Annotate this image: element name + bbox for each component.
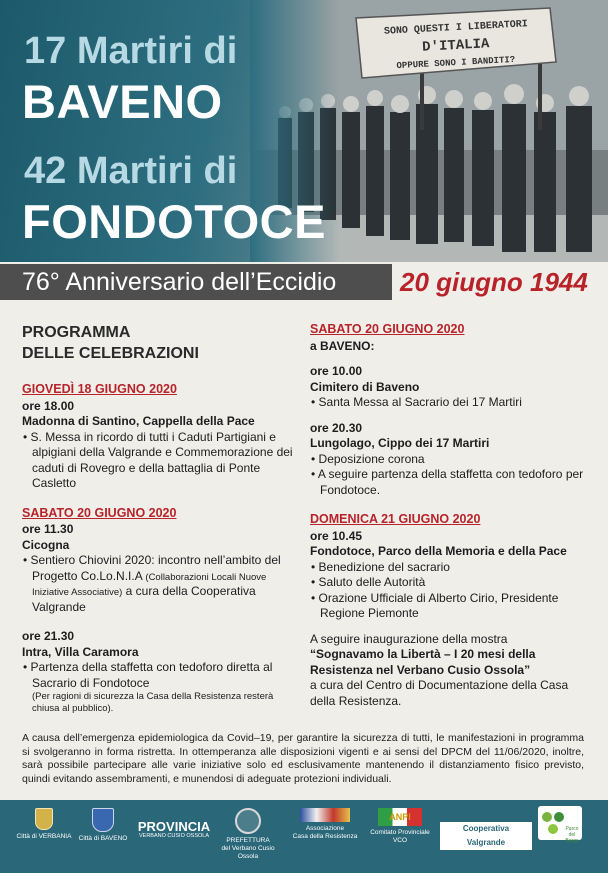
program-right-column (310, 322, 592, 709)
day-heading-saturday: SABATO 20 GIUGNO 2020 (310, 322, 465, 336)
casa-resistenza-flag-icon (300, 808, 350, 822)
exhibit-intro: A seguire inaugurazione della mostra (310, 631, 508, 646)
exhibit-credit: a cura del Centro di Documentazione della Casa della Resistenza. (310, 678, 569, 708)
event-place: Fondotoce, Parco della Memoria e della Pace (310, 544, 567, 558)
event-bullet-text: • Sentiero Chiovini 2020: incontro nell’ambito del Progetto Co.Lo.N.I.A (23, 553, 281, 583)
event-bullet: • Saluto delle Autorità (311, 575, 426, 589)
logo-provincia-sub: VERBANO CUSIO OSSOLA (139, 833, 209, 839)
covid-notice: A causa dell’emergenza epidemiologica da Covid–19, per garantire la sicurezza di tutti, le manifestazioni in programma si svolgeranno in forma ristretta. In ottemperanza alle disposizioni vigenti e ai sensi del DPCM del 11/06/2020, inoltre, sarà possibile partecipare alle varie iniziative solo ed esclusivamente mantenendo il distanziamento fisico previsto, quindi evitando assembramenti, e munendosi di adeguate protezioni individuali. (22, 732, 584, 785)
day-heading-saturday: SABATO 20 GIUGNO 2020 (22, 505, 177, 520)
event-bullet: • Partenza della staffetta con tedoforo diretta al Sacrario di Fondotoce (23, 660, 273, 690)
event-bullet: • S. Messa in ricordo di tutti i Caduti Partigiani e alpigiani della Valgrande e Commemorazione dei caduti di Rovegro e della battaglia di Ponte Casletto (23, 429, 293, 490)
event-time: ore 11.30 (22, 522, 74, 536)
logo-prefettura-label-a: PREFETTURA (226, 837, 270, 844)
title-line-3: 42 Martiri di (24, 150, 238, 192)
event-bullet-text: a cura della Cooperativa Valgrande (32, 584, 256, 614)
logo-parco-label: Parco del Borgo (565, 826, 579, 844)
logo-cooperativa (440, 822, 532, 850)
sponsor-footer (0, 800, 608, 873)
baveno-crest-icon (92, 808, 114, 832)
anpi-flag-icon: ANPI (378, 808, 422, 826)
anniversary-text: 76° Anniversario dell’Eccidio (22, 268, 337, 296)
logo-verbania-label: Città di VERBANIA (16, 833, 72, 840)
program-title (22, 322, 300, 364)
event-time: ore 20.30 (310, 420, 363, 435)
program-left-column (22, 322, 300, 715)
day-heading-sunday: DOMENICA 21 GIUGNO 2020 (310, 512, 481, 526)
title-line-4: FONDOTOCE (22, 195, 326, 248)
day-heading-thursday: GIOVEDÌ 18 GIUGNO 2020 (22, 382, 177, 396)
logo-provincia (134, 820, 214, 840)
title-line-2: BAVENO (22, 75, 223, 128)
logo-baveno-label: Città di BAVENO (78, 835, 128, 842)
event-place: Madonna di Santino, Cappella della Pace (22, 414, 255, 428)
anniversary-date: 20 giugno 1944 (400, 267, 588, 297)
event-time: ore 21.30 (22, 629, 75, 643)
title-line-1: 17 Martiri di (24, 30, 238, 72)
logo-anpi (364, 808, 436, 845)
logo-prefettura-label-b: del Verbano Cusio Ossola (221, 845, 275, 860)
header-banner (0, 0, 608, 262)
event-bullet: • Orazione Ufficiale di Alberto Cirio, Presidente Regione Piemonte (311, 590, 559, 620)
logo-casa-label-b: Casa della Resistenza (292, 833, 358, 840)
event-time: ore 10.45 (310, 528, 363, 543)
anniversary-banner (0, 262, 608, 302)
event-bullet: • Benedizione del sacrario (311, 559, 450, 574)
logo-prefettura (214, 808, 282, 861)
event-bullet: • A seguire partenza della staffetta con tedoforo per Fondotoce. (311, 467, 584, 497)
logo-casa-resistenza (290, 808, 360, 841)
verbania-crest-icon (35, 808, 53, 830)
event-bullet (22, 553, 300, 615)
event-place: Lungolago, Cippo dei 17 Martiri (310, 436, 490, 450)
program-title-2: DELLE CELEBRAZIONI (22, 345, 199, 362)
logo-cooperativa-label: Cooperativa Valgrande (440, 822, 532, 850)
event-time: ore 18.00 (22, 398, 75, 413)
event-place: Cicogna (22, 537, 70, 552)
parco-logo-icon (538, 806, 582, 844)
event-place: Intra, Villa Caramora (22, 644, 139, 659)
event-location: a BAVENO: (310, 338, 375, 353)
logo-baveno (74, 808, 132, 843)
event-place: Cimitero di Baveno (310, 379, 420, 394)
logo-anpi-label: Comitato Provinciale VCO (370, 829, 430, 844)
event-note: (Per ragioni di sicurezza la Casa della Resistenza resterà chiusa al pubblico). (32, 691, 274, 714)
republic-emblem-icon (235, 808, 261, 834)
event-bullet: • Deposizione corona (311, 451, 425, 466)
event-bullet-note: (Collaborazioni Locali Nuove Iniziative Associative) (32, 571, 267, 598)
program-title-1: PROGRAMMA (22, 324, 131, 341)
event-time: ore 10.00 (310, 364, 363, 378)
logo-parco (538, 806, 584, 844)
exhibit-title: “Sognavamo la Libertà – I 20 mesi della Resistenza nel Verbano Cusio Ossola” (310, 647, 536, 677)
logo-verbania (14, 808, 74, 841)
logo-provincia-title: PROVINCIA (137, 819, 211, 834)
event-bullet: • Santa Messa al Sacrario dei 17 Martiri (311, 395, 522, 409)
logo-casa-label-a: Associazione (305, 825, 345, 832)
